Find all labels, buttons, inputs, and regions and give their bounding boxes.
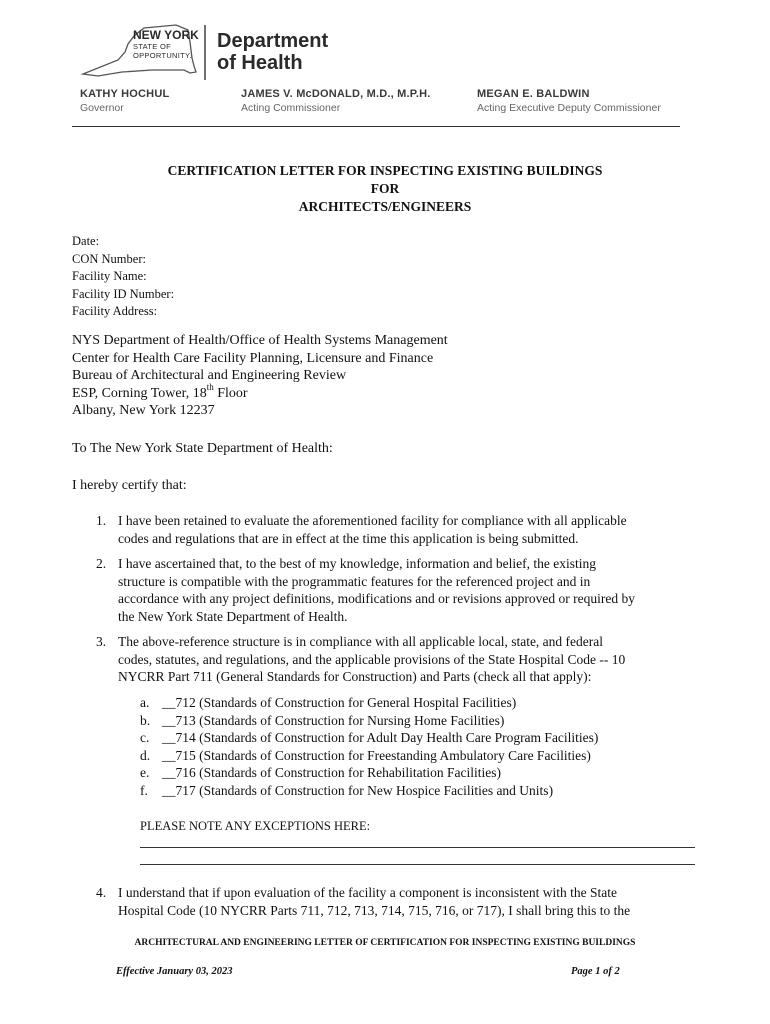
commissioner-name: JAMES V. McDONALD, M.D., M.P.H. <box>241 88 431 100</box>
department-name-line1: Department <box>217 30 329 52</box>
sub-item-letters <box>140 694 150 800</box>
department-name <box>217 30 328 74</box>
sub-item-letter: f. <box>140 782 148 798</box>
recipient-address <box>72 332 448 420</box>
item-3-line: NYCRR Part 711 (General Standards for Construction) and Parts (check all that apply): <box>118 669 592 684</box>
field-facility-address: Facility Address: <box>72 304 158 318</box>
item-number-3: 3. <box>96 634 107 649</box>
item-2-text <box>118 555 635 625</box>
document-title-line1: CERTIFICATION LETTER FOR INSPECTING EXISTING BUILDINGS <box>167 163 603 178</box>
address-line5: Albany, New York 12237 <box>72 403 215 419</box>
letterhead-rule <box>72 126 680 127</box>
field-facility-name: Facility Name: <box>72 269 147 283</box>
state-tagline <box>133 43 192 60</box>
footer-effective-date: Effective January 03, 2023 <box>116 966 233 977</box>
footer-page-number: Page 1 of 2 <box>571 966 620 977</box>
checklist-item-717[interactable]: __717 (Standards of Construction for New Hospice Facilities and Units) <box>162 782 554 798</box>
salutation: To The New York State Department of Health: <box>72 441 333 456</box>
part-checklist <box>162 694 598 800</box>
governor-name: KATHY HOCHUL <box>80 88 170 100</box>
exceptions-line-1[interactable] <box>140 847 695 848</box>
item-4-line: Hospital Code (10 NYCRR Parts 711, 712, 713, 714, 715, 716, or 717), I shall bring this to the <box>118 902 631 918</box>
address-line3: Bureau of Architectural and Engineering Review <box>72 368 347 384</box>
item-number-2: 2. <box>96 556 107 571</box>
header-fields <box>72 233 174 321</box>
sub-item-letter: c. <box>140 730 150 746</box>
item-2-line: I have ascertained that, to the best of my knowledge, information and belief, the existing <box>118 556 596 571</box>
address-line4 <box>72 382 448 403</box>
field-con-number: CON Number: <box>72 251 146 266</box>
exceptions-label: PLEASE NOTE ANY EXCEPTIONS HERE: <box>140 819 371 833</box>
department-name-line2: of Health <box>217 52 303 74</box>
state-tagline-line2: OPPORTUNITY. <box>133 50 192 60</box>
item-number-1: 1. <box>96 513 107 528</box>
footer-title: ARCHITECTURAL AND ENGINEERING LETTER OF CERTIFICATION FOR INSPECTING EXISTING BUILDINGS <box>134 938 636 948</box>
checklist-item-713[interactable]: __713 (Standards of Construction for Nursing Home Facilities) <box>162 712 505 728</box>
document-title-line3: ARCHITECTS/ENGINEERS <box>298 199 472 214</box>
address-line2: Center for Health Care Facility Planning, Licensure and Finance <box>72 350 434 366</box>
commissioner-title: Acting Commissioner <box>241 102 341 114</box>
state-tagline-line1: STATE OF <box>133 42 171 51</box>
sub-item-letter: b. <box>140 712 151 728</box>
deputy-commissioner-name: MEGAN E. BALDWIN <box>477 88 590 100</box>
item-1-text <box>118 512 627 547</box>
checklist-item-714[interactable]: __714 (Standards of Construction for Adult Day Health Care Program Facilities) <box>162 730 599 746</box>
item-3-text <box>118 633 625 686</box>
state-wordmark: NEW YORK <box>133 28 199 42</box>
checklist-item-712[interactable]: __712 (Standards of Construction for General Hospital Facilities) <box>162 695 517 710</box>
document-title-line2: FOR <box>370 181 400 196</box>
address-line4-end: Floor <box>213 385 248 401</box>
certify-intro: I hereby certify that: <box>72 478 187 493</box>
field-date: Date: <box>72 234 100 248</box>
sub-item-letter: d. <box>140 747 151 763</box>
checklist-item-716[interactable]: __716 (Standards of Construction for Rehabilitation Facilities) <box>162 765 501 781</box>
item-2-line: structure is compatible with the programmatic features for the referenced project and in <box>118 573 591 589</box>
item-4-text <box>118 884 630 919</box>
item-3-line: codes, statutes, and regulations, and the applicable provisions of the State Hospital Code -- 10 <box>118 651 626 667</box>
deputy-commissioner-title: Acting Executive Deputy Commissioner <box>477 102 661 114</box>
item-4-line: I understand that if upon evaluation of the facility a component is inconsistent with the State <box>118 885 618 900</box>
item-number-4: 4. <box>96 885 107 900</box>
sub-item-letter: a. <box>140 695 150 710</box>
field-facility-id: Facility ID Number: <box>72 286 175 301</box>
sub-item-letter: e. <box>140 765 150 781</box>
address-line4-sup: th <box>206 382 214 393</box>
item-1-line: codes and regulations that are in effect at the time this application is being submitted. <box>118 530 579 546</box>
exceptions-line-2[interactable] <box>140 864 695 865</box>
address-line1: NYS Department of Health/Office of Health Systems Management <box>72 333 448 348</box>
item-3-line: The above-reference structure is in compliance with all applicable local, state, and federal <box>118 634 604 649</box>
address-line4-main: ESP, Corning Tower, 18 <box>72 385 207 401</box>
governor-title: Governor <box>80 102 124 114</box>
checklist-item-715[interactable]: __715 (Standards of Construction for Freestanding Ambulatory Care Facilities) <box>162 747 591 763</box>
item-2-line: accordance with any project definitions, modifications and or revisions approved or required by <box>118 591 635 606</box>
item-1-line: I have been retained to evaluate the aforementioned facility for compliance with all applicable <box>118 513 627 528</box>
item-2-line: the New York State Department of Health. <box>118 608 348 624</box>
